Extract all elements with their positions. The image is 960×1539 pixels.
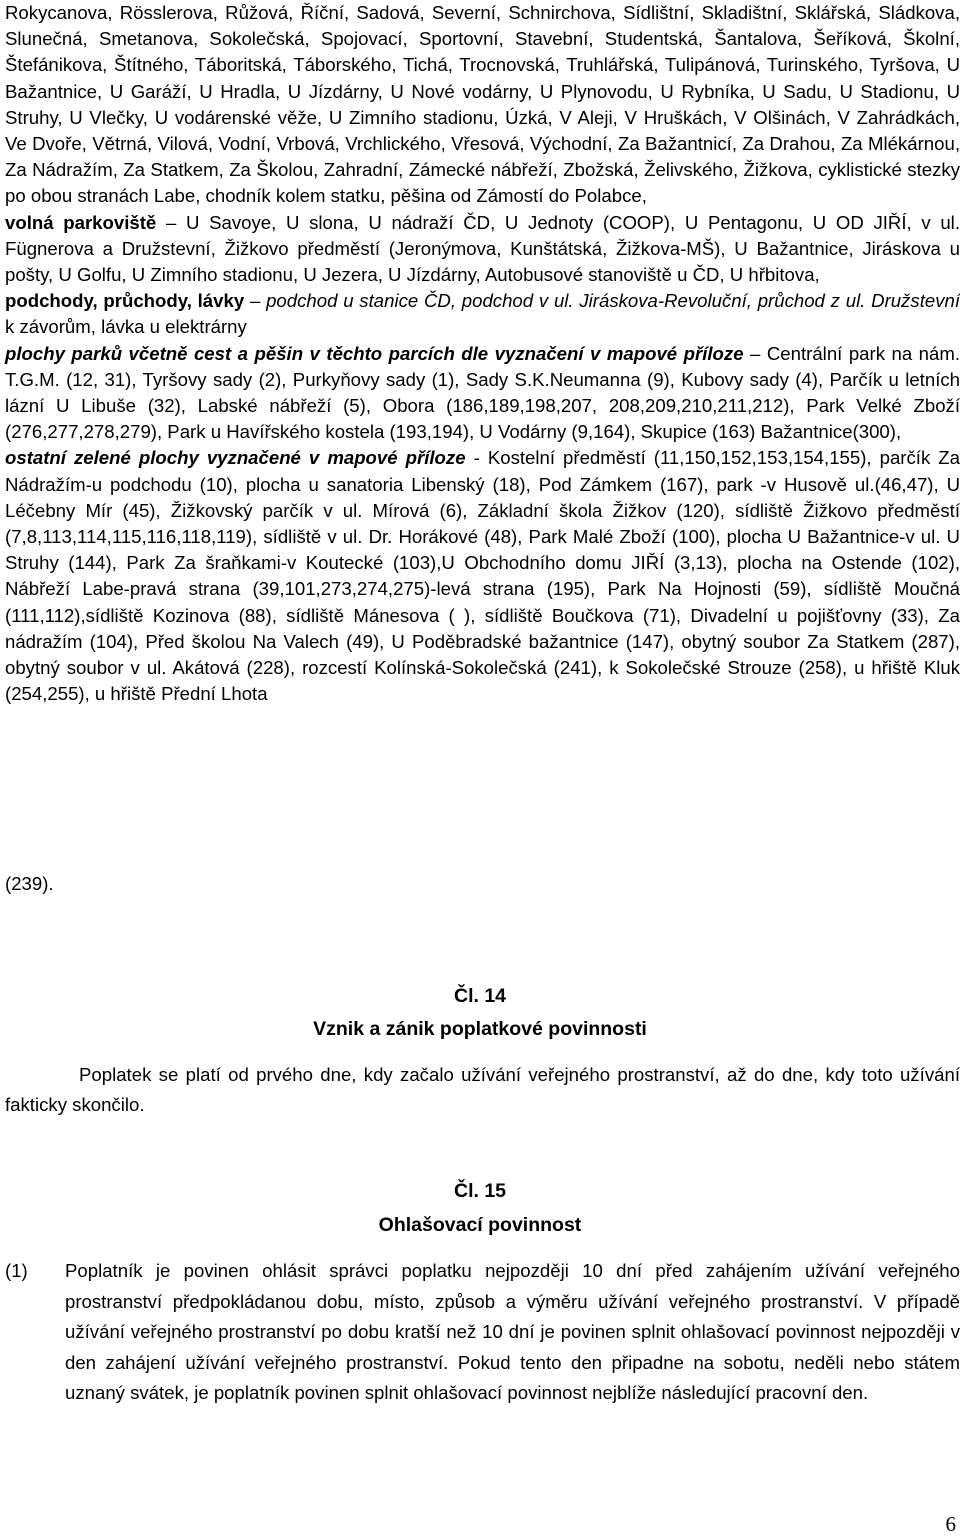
item-text: Poplatník je povinen ohlásit správci poplatku nejpozději 10 dní před zahájením užívání veřejného prostranství předpokládanou dobu, místo, způsob a výměru užívání veřejného prostranství. V případě užívání veřejného prostranství po dobu kratší než 10 dní je povinen splnit ohlašovací povinnost nejpozději v den zahájení užívání veřejného prostranství. Pokud tento den připadne na sobotu, neděli nebo státem uznaný svátek, je poplatník povinen splnit ohlašovací povinnost nejblíže následující pracovní den. (65, 1260, 960, 1404)
article-14-number: Čl. 14 (453, 985, 507, 1007)
parking-text: – U Savoye, U slona, U nádraží ČD, U Jednoty (COOP), U Pentagonu, U OD JIŘÍ, v ul. Fügnerova a Družstevní, Žižkovo předměstí (Jeronýmova, Kunštátská, Žižkova-MŠ), U Bažantnice, Jiráskova u pošty, U Golfu, U Zimního stadionu, U Jezera, U Jízdárny, Autobusové stanoviště u ČD, U hřbitova, (5, 211, 960, 286)
underpass-italic-text: podchod u stanice ČD, podchod v ul. Jiráskova-Revoluční, průchod z ul. Družstevní (266, 290, 960, 312)
item-number: (1) (5, 1260, 28, 1281)
underpass-text: k závorům, lávka u elektrárny (5, 316, 247, 338)
parks-label: plochy parků včetně cest a pěšin v těchto parcích dle vyznačení v mapové příloze (5, 342, 744, 364)
underpass-label: podchody, průchody, lávky (5, 290, 245, 312)
parking-paragraph (5, 210, 960, 289)
public-space-list (5, 0, 960, 707)
parks-text: – Centrální park na nám. T.G.M. (12, 31), Tyršovy sady (2), Purkyňovy sady (1), Sady S.K.Neumanna (9), Kubovy sady (4), Parčík u letních lázní U Libuše (32), Labské nábřeží (5), Obora (186,189,198,207, 208,209,210,211,212), Park Velké Zboží (276,277,278,279), Park u Havířského kostela (193,194), U Vodárny (9,164), Skupice (163) Bažantnice(300), (5, 342, 960, 443)
page-number: 6 (945, 1512, 956, 1536)
article-14-body: Poplatek se platí od prvého dne, kdy začalo užívání veřejného prostranství, až do dne, kdy toto užívání fakticky skončilo. (5, 1064, 960, 1115)
other-green-text: - Kostelní předměstí (11,150,152,153,154,155), parčík Za Nádražím-u podchodu (10), plocha u sanatoria Libenský (18), Pod Zámkem (167), park -v Husově ul.(46,47), U Léčebny Mír (45), Žižkovský parčík v ul. Mírová (6), Základní škola Žižkov (120), sídliště Žižkovo předměstí (7,8,113,114,115,116,118,119), sídliště v ul. Dr. Horákové (48), Park Malé Zboží (100), plocha U Bažantnice-v ul. U Struhy (144), Park Za šraňkami-v Koutecké (103),U Obchodního domu JIŘÍ (3,13), plocha na Ostende (102), Nábřeží Labe-pravá strana (39,101,273,274,275)-levá strana (195), Park Na Hojnosti (59), sídliště Moučná (111,112),sídliště Kozinova (88), sídliště Mánesova ( ), sídliště Boučkova (71), Divadelní u pojišťovny (33), Za nádražím (104), Před školou Na Valech (49), U Poděbradské bažantnice (147), obytný soubor Za Statkem (287), obytný soubor v ul. Akátová (228), rozcestí Kolínská-Sokolečská (241), k Sokolečské Strouze (258), u hřiště Kluk (254,255), u hřiště Přední Lhota (5, 447, 960, 705)
streets-paragraph (5, 0, 960, 210)
article-14-title: Vznik a zánik poplatkové povinnosti (313, 1018, 647, 1040)
underpass-paragraph (5, 288, 960, 340)
other-green-tail: (239). (5, 873, 54, 894)
underpass-dash: – (244, 290, 267, 312)
streets-text: Rokycanova, Rösslerova, Růžová, Říční, Sadová, Severní, Schnirchova, Sídlištní, Skladištní, Sklářská, Sládkova, Slunečná, Smetanova, Sokolečská, Spojovací, Sportovní, Stavební, Studentská, Šantalova, Šeříková, Školní, Štefánikova, Štítného, Táboritská, Táborského, Tichá, Trocnovská, Truhlářská, Tulipánová, Turinského, Tyršova, U Bažantnice, U Garáží, U Hradla, U Jízdárny, U Nové vodárny, U Plynovodu, U Rybníka, U Sadu, U Stadionu, U Struhy, U Vlečky, U vodárenské věže, U Zimního stadionu, Úzká, V Aleji, V Hruškách, V Olšinách, V Zahrádkách, Ve Dvoře, Větrná, Vilová, Vodní, Vrbová, Vrchlického, Vřesová, Východní, Za Bažantnicí, Za Drahou, Za Mlékárnou, Za Nádražím, Za Statkem, Za Školou, Zahradní, Zámecké nábřeží, Zbožská, Želivského, Žižkova, cyklistické stezky po obou stranách Labe, chodník kolem statku, pěšina od Zámostí do Polabce, (5, 2, 960, 207)
other-green-label: ostatní zelené plochy vyznačené v mapové příloze (5, 447, 466, 469)
article-15-title: Ohlašovací povinnost (378, 1214, 582, 1236)
other-green-paragraph (5, 445, 960, 707)
parking-label: volná parkoviště (5, 211, 157, 233)
parks-paragraph (5, 341, 960, 446)
article-15-number: Čl. 15 (453, 1180, 507, 1202)
